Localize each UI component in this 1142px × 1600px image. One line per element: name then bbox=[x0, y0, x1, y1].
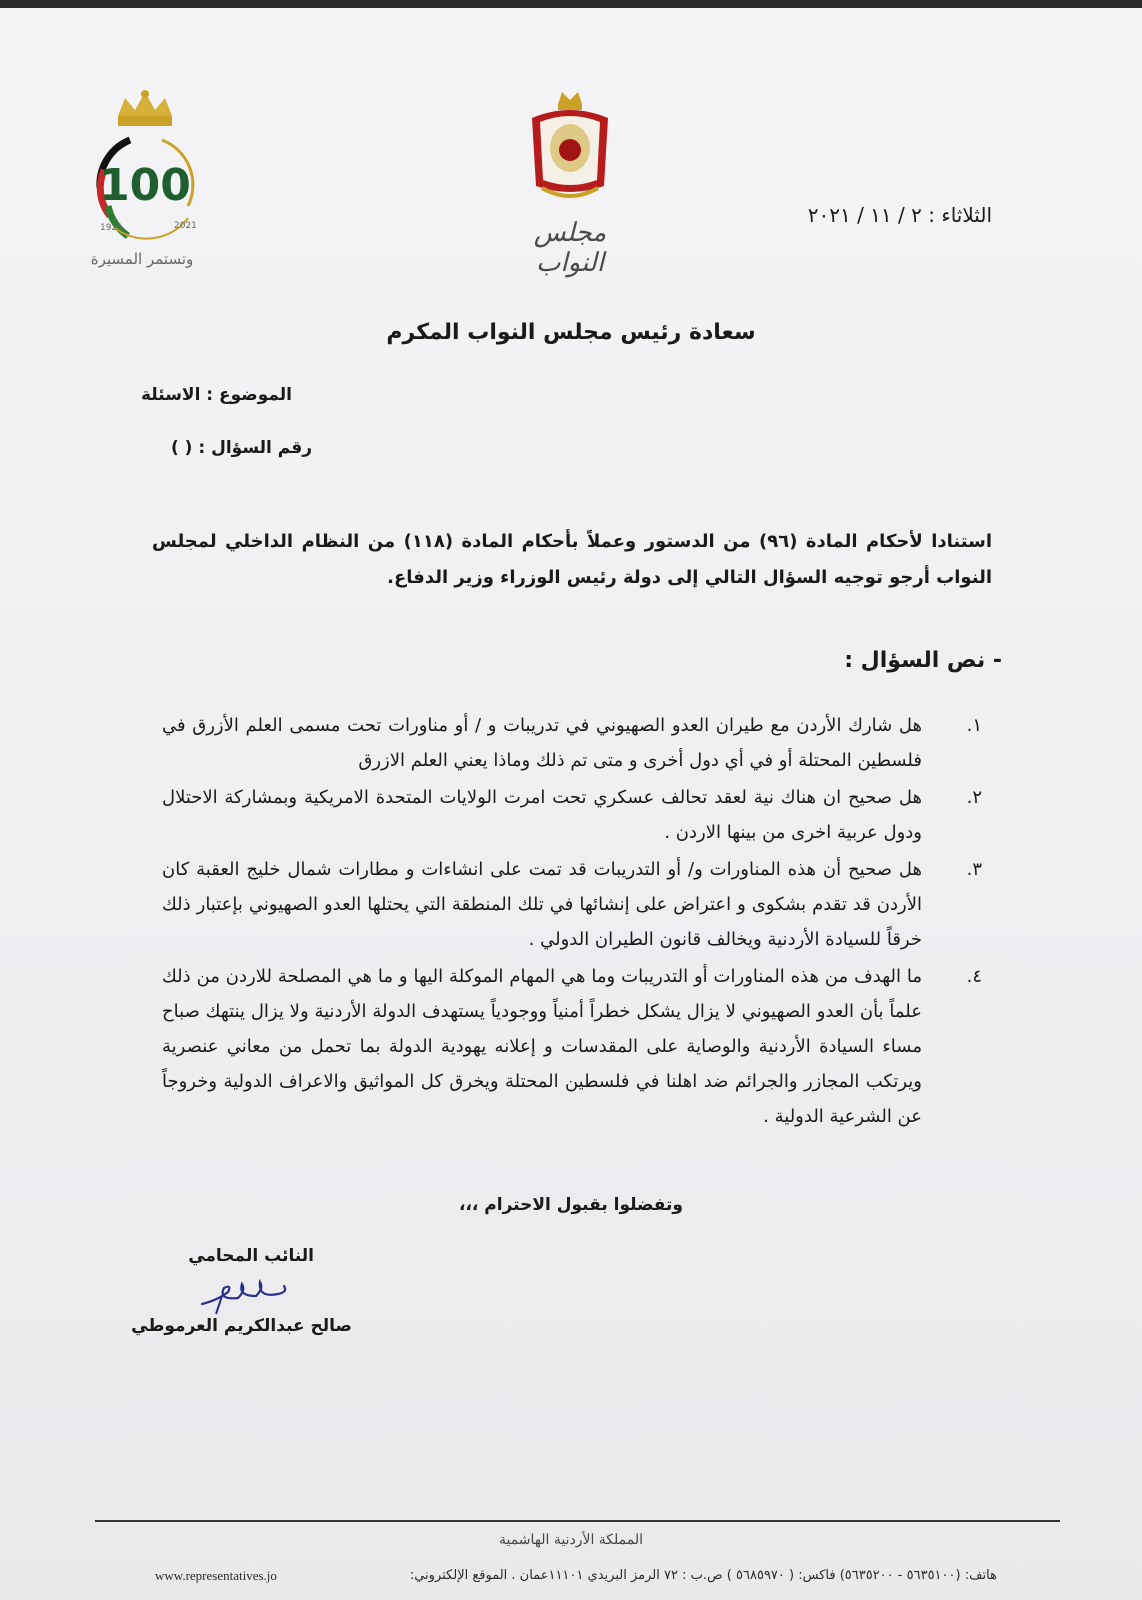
question-number: رقم السؤال : ( ) bbox=[170, 438, 312, 458]
subject-line: الموضوع : الاسئلة bbox=[141, 385, 292, 405]
list-item bbox=[162, 959, 982, 1134]
intro-paragraph: استنادا لأحكام المادة (٩٦) من الدستور وعملاً بأحكام المادة (١١٨) من النظام الداخلي لمجلس النواب أرجو توجيه السؤال التالي إلى دولة رئيس الوزراء وزير الدفاع. bbox=[152, 531, 992, 588]
svg-text:2021: 2021 bbox=[174, 221, 197, 231]
letter-date: الثلاثاء : ٢ / ١١ / ٢٠٢١ bbox=[807, 203, 992, 227]
list-item bbox=[162, 708, 982, 778]
question-list bbox=[162, 708, 982, 1136]
svg-text:وتستمر المسيرة: وتستمر المسيرة bbox=[90, 250, 194, 268]
list-item bbox=[162, 852, 982, 957]
signer-name: صالح عبدالكريم العرموطي bbox=[131, 1316, 352, 1336]
centennial-logo bbox=[70, 88, 220, 278]
letter-page bbox=[0, 8, 1142, 1600]
question-item-text: هل شارك الأردن مع طيران العدو الصهيوني في تدريبات و / أو مناورات تحت مسمى العلم الأزرق في فلسطين المحتلة أو في أي دول أخرى و متى تم ذلك وماذا يعني العلم الازرق bbox=[162, 715, 922, 771]
question-item-text: ما الهدف من هذه المناورات أو التدريبات وما هي المهام الموكلة اليها و ما هي المصلحة للاردن من ذلك علماً بأن العدو الصهيوني لا يزال يشكل خطراً أمنياً ووجودياً يستهدف الدولة الأردنية ولا يزال ينتهك صباح مساء السيادة الأردنية والوصاية على المقدسات و إعلانه يهودية الدولة بما تحمل من معاني عنصرية ويرتكب المجازر والجرائم ضد اهلنا في فلسطين المحتلة ويخرق كل المواثيق والاعراف الدولية وخروجاً عن الشرعية الدولية . bbox=[162, 966, 922, 1127]
svg-text:1921: 1921 bbox=[100, 223, 123, 233]
footer-website: www.representatives.jo bbox=[155, 1568, 277, 1583]
question-item-number: ٢. bbox=[966, 787, 982, 808]
question-item-number: ٣. bbox=[966, 859, 982, 880]
question-item-text: هل صحيح ان هناك نية لعقد تحالف عسكري تحت امرت الولايات المتحدة الامريكية وبمشاركة الاحتلال ودول عربية اخرى من بينها الاردن . bbox=[162, 787, 922, 843]
signer-title: النائب المحامي bbox=[188, 1246, 314, 1266]
svg-text:100: 100 bbox=[99, 160, 191, 211]
question-item-number: ٤. bbox=[966, 966, 982, 987]
crown-icon bbox=[118, 90, 172, 126]
footer-contact: هاتف: (٥٦٣٥١٠٠ - ٥٦٣٥٢٠٠) فاكس: ( ٥٦٨٥٩٧٠ ) ص.ب : ٧٢ الرمز البريدي ١١١٠١عمان . الموقع الإلكتروني: bbox=[409, 1568, 997, 1583]
question-heading: - نص السؤال : bbox=[844, 648, 1002, 673]
coat-of-arms-emblem bbox=[522, 88, 618, 208]
salutation: سعادة رئيس مجلس النواب المكرم bbox=[386, 320, 756, 345]
handwritten-signature bbox=[198, 1270, 298, 1320]
question-item-number: ١. bbox=[966, 715, 982, 736]
footer-divider bbox=[95, 1520, 1060, 1522]
closing-line: وتفضلوا بقبول الاحترام ،،، bbox=[459, 1195, 683, 1215]
question-item-text: هل صحيح أن هذه المناورات و/ أو التدريبات قد تمت على انشاءات و مطارات شمال خليج العقبة كان الأردن قد تقدم بشكوى و اعتراض على إنشائها في تلك المنطقة التي يحتلها العدو الصهيوني بإعتبار ذلك خرقاً للسيادة الأردنية ويخالف قانون الطيران الدولي . bbox=[162, 859, 922, 950]
list-item bbox=[162, 780, 982, 850]
footer-kingdom: المملكة الأردنية الهاشمية bbox=[498, 1532, 644, 1548]
parliament-script-logo: مجلس النواب bbox=[533, 218, 607, 278]
